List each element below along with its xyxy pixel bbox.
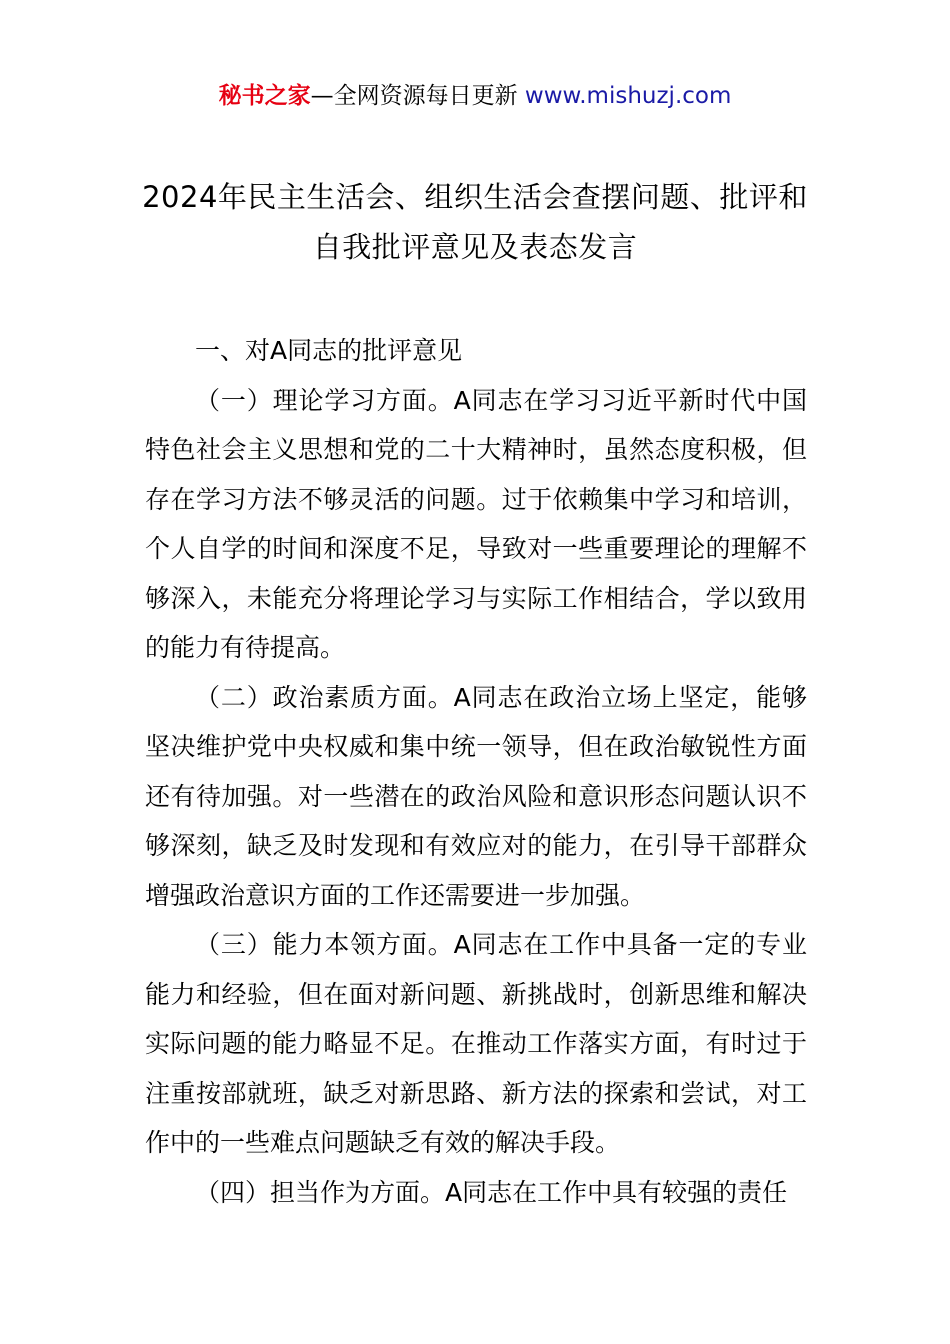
site-tagline: —全网资源每日更新 bbox=[310, 83, 525, 109]
section-heading: 一、对A同志的批评意见 bbox=[195, 336, 463, 365]
document-body bbox=[145, 326, 807, 1217]
document-title: 2024年民主生活会、组织生活会查摆问题、批评和自我批评意见及表态发言 bbox=[142, 180, 808, 264]
site-url-link[interactable]: www.mishuzj.com bbox=[524, 83, 732, 109]
paragraph-theory-study: （一）理论学习方面。A同志在学习习近平新时代中国特色社会主义思想和党的二十大精神时，虽然态度积极，但存在学习方法不够灵活的问题。过于依赖集中学习和培训，个人自学的时间和深度不足，导致对一些重要理论的理解不够深入，未能充分将理论学习与实际工作相结合，学以致用的能力有待提高。 bbox=[145, 385, 807, 662]
site-brand: 秘书之家 bbox=[218, 83, 311, 109]
paragraph-ability: （三）能力本领方面。A同志在工作中具备一定的专业能力和经验，但在面对新问题、新挑战时，创新思维和解决实际问题的能力略显不足。在推动工作落实方面，有时过于注重按部就班，缺乏对新思路、新方法的探索和尝试，对工作中的一些难点问题缺乏有效的解决手段。 bbox=[145, 930, 807, 1157]
paragraph-political-quality: （二）政治素质方面。A同志在政治立场上坚定，能够坚决维护党中央权威和集中统一领导，但在政治敏锐性方面还有待加强。对一些潜在的政治风险和意识形态问题认识不够深刻，缺乏及时发现和有效应对的能力，在引导干部群众增强政治意识方面的工作还需要进一步加强。 bbox=[145, 682, 807, 910]
paragraph-responsibility: （四）担当作为方面。A同志在工作中具有较强的责任 bbox=[195, 1177, 788, 1207]
site-header bbox=[0, 80, 950, 112]
